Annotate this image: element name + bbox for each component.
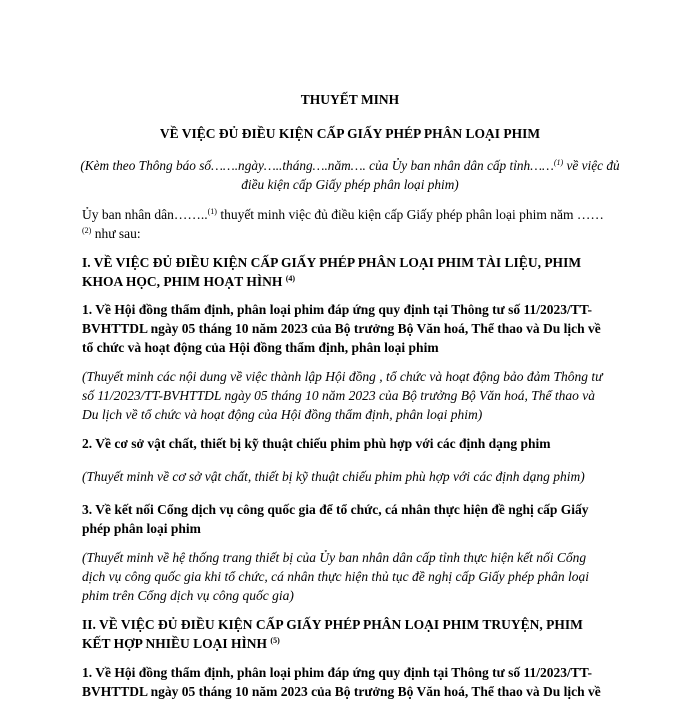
section-1-item-2: 2. Về cơ sở vật chất, thiết bị kỹ thuật chiếu phim phù hợp với các định dạng phim	[82, 436, 551, 451]
reference-text-a: (Kèm theo Thông báo số…….ngày…..tháng….năm…. của Ủy ban nhân dân cấp tỉnh……	[80, 158, 554, 173]
intro-text-a: Ủy ban nhân dân……..	[82, 207, 208, 222]
section-2-item-1: 1. Về Hội đồng thẩm định, phân loại phim đáp ứng quy định tại Thông tư số 11/2023/TT-BVHTTDL ngày 05 tháng 10 năm 2023 của Bộ trưởng Bộ Văn hoá, Thể thao và Du lịch về	[82, 665, 601, 699]
section-1-heading	[82, 253, 612, 291]
intro-footnote-mark-1: (1)	[207, 207, 217, 216]
section-2-footnote-mark: (5)	[270, 636, 280, 645]
section-1-title: I. VỀ VIỆC ĐỦ ĐIỀU KIỆN CẤP GIẤY PHÉP PHÂN LOẠI PHIM TÀI LIỆU, PHIM KHOA HỌC, PHIM HOẠT HÌNH	[82, 255, 582, 289]
intro-text-b: thuyết minh việc đủ điều kiện cấp Giấy phép phân loại phim năm ……	[216, 207, 604, 222]
doc-title: THUYẾT MINH	[300, 92, 400, 107]
section-1-item-3: 3. Về kết nối Cổng dịch vụ công quốc gia để tổ chức, cá nhân thực hiện đề nghị cấp Giấy phép phân loại phim	[82, 502, 589, 536]
section-2-heading	[82, 615, 612, 653]
doc-subtitle: VỀ VIỆC ĐỦ ĐIỀU KIỆN CẤP GIẤY PHÉP PHÂN LOẠI PHIM	[159, 126, 541, 141]
intro-footnote-mark-2: (2)	[82, 226, 92, 235]
intro-paragraph	[82, 205, 612, 243]
reference-note	[80, 156, 620, 194]
section-1-item-1: 1. Về Hội đồng thẩm định, phân loại phim đáp ứng quy định tại Thông tư số 11/2023/TT-BVHTTDL ngày 05 tháng 10 năm 2023 của Bộ trưởng Bộ Văn hoá, Thể thao và Du lịch về tổ chức và hoạt động của Hội đồng thẩm định, phân loại phim	[82, 302, 601, 355]
section-1-item-2-note: (Thuyết minh về cơ sở vật chất, thiết bị kỹ thuật chiếu phim phù hợp với các định dạng phim)	[82, 469, 585, 484]
reference-footnote-mark: (1)	[553, 158, 564, 167]
reference-text-b: về việc đủ điều kiện cấp Giấy phép phân loại phim)	[241, 158, 620, 192]
section-1-footnote-mark: (4)	[285, 274, 296, 283]
section-1-item-3-note: (Thuyết minh về hệ thống trang thiết bị của Ủy ban nhân dân cấp tỉnh thực hiện kết nối Cổng dịch vụ công quốc gia khi tổ chức, cá nhân thực hiện thủ tục đề nghị cấp Giấy phép phân loại phim trên Cổng dịch vụ công quốc gia)	[82, 550, 589, 603]
intro-text-c: như sau:	[91, 226, 141, 241]
section-1-item-1-note: (Thuyết minh các nội dung về việc thành lập Hội đồng , tổ chức và hoạt động bảo đảm Thông tư số 11/2023/TT-BVHTTDL ngày 05 tháng 10 năm 2023 của Bộ trưởng Bộ Văn hoá, Thể thao và Du lịch về tổ chức và hoạt động của Hội đồng thẩm định, phân loại phim)	[82, 369, 603, 422]
section-2-title: II. VỀ VIỆC ĐỦ ĐIỀU KIỆN CẤP GIẤY PHÉP PHÂN LOẠI PHIM TRUYỆN, PHIM KẾT HỢP NHIỀU LOẠI HÌNH	[82, 617, 583, 651]
